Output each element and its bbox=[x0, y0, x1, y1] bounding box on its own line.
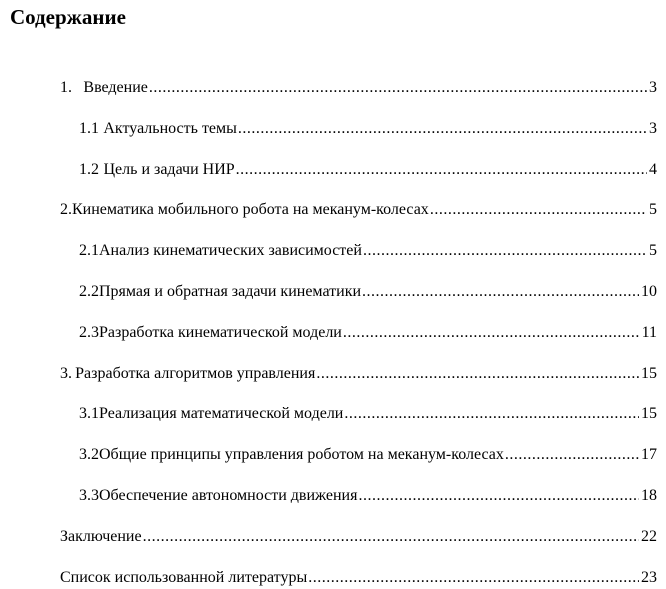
toc-entry-page: 3 bbox=[649, 119, 657, 137]
toc-dot-leader bbox=[430, 200, 647, 220]
toc-entry-title: Актуальность темы bbox=[103, 119, 237, 137]
toc-entry-title: Анализ кинематических зависимостей bbox=[99, 242, 362, 260]
toc-entry-number: 1.1 bbox=[79, 119, 99, 137]
toc-dot-leader bbox=[236, 160, 647, 180]
toc-entry-number: 3.1 bbox=[79, 405, 99, 423]
toc-entry[interactable] bbox=[79, 119, 657, 139]
toc-dot-leader bbox=[505, 445, 639, 465]
toc-entry[interactable] bbox=[60, 364, 657, 384]
toc-entry[interactable] bbox=[79, 282, 657, 302]
toc-entry-title: Цель и задачи НИР bbox=[103, 160, 235, 178]
toc-dot-leader bbox=[363, 241, 647, 261]
toc-entry-title: Введение bbox=[83, 79, 148, 96]
toc-entry-page: 11 bbox=[641, 323, 657, 341]
toc-dot-leader bbox=[316, 364, 639, 384]
toc-entry-page: 15 bbox=[641, 364, 657, 382]
toc-entry[interactable] bbox=[79, 323, 657, 343]
toc-entry-title: Общие принципы управления роботом на меканум-колесах bbox=[99, 446, 504, 464]
toc-entry-number: 2.2 bbox=[79, 283, 99, 300]
toc-entry-page: 4 bbox=[649, 160, 657, 178]
toc-entry-title: Список использованной литературы bbox=[60, 568, 308, 586]
toc-entry-title: Обеспечение автономности движения bbox=[99, 487, 358, 504]
toc-dot-leader bbox=[308, 568, 639, 588]
toc-dot-leader bbox=[149, 78, 647, 98]
toc-entry[interactable] bbox=[60, 527, 657, 547]
toc-dot-leader bbox=[344, 404, 639, 424]
toc-entry-number: 2. bbox=[60, 201, 72, 219]
toc-entry-page: 15 bbox=[641, 405, 657, 423]
toc-entry-page: 5 bbox=[649, 201, 657, 219]
toc-entry[interactable] bbox=[79, 241, 657, 261]
toc-entry-page: 3 bbox=[649, 79, 657, 96]
toc-entry-title: Заключение bbox=[60, 527, 142, 545]
toc-entry[interactable] bbox=[79, 445, 657, 465]
toc-entry-title: Кинематика мобильного робота на меканум-колесах bbox=[72, 201, 429, 219]
toc-entry[interactable] bbox=[79, 160, 657, 180]
toc-entry[interactable] bbox=[60, 568, 657, 588]
toc-entry-number: 3. bbox=[60, 364, 72, 382]
toc-entry-title: Прямая и обратная задачи кинематики bbox=[99, 283, 362, 300]
toc-entry-number: 3.2 bbox=[79, 446, 99, 464]
toc-entry-title: Разработка кинематической модели bbox=[99, 323, 342, 341]
toc-entry-page: 18 bbox=[641, 487, 657, 504]
toc-dot-leader bbox=[238, 119, 647, 139]
toc-entry-title: Разработка алгоритмов управления bbox=[75, 364, 316, 382]
toc-dot-leader bbox=[362, 282, 639, 302]
toc-entry-number: 3.3 bbox=[79, 487, 99, 504]
toc-entry-page: 5 bbox=[649, 242, 657, 260]
page-title: Содержание bbox=[10, 5, 126, 29]
toc-entry[interactable] bbox=[79, 486, 657, 506]
toc-entry-number: 2.1 bbox=[79, 242, 99, 260]
toc-entry-page: 22 bbox=[641, 527, 657, 545]
toc-entry-number: 1.2 bbox=[79, 160, 99, 178]
toc-entry-page: 10 bbox=[641, 283, 657, 300]
toc-entry-number: 1. bbox=[60, 79, 72, 96]
toc-entry-page: 23 bbox=[641, 568, 657, 586]
toc-entry[interactable] bbox=[79, 404, 657, 424]
toc-dot-leader bbox=[358, 486, 639, 506]
toc-dot-leader bbox=[143, 527, 639, 547]
toc-entry-title: Реализация математической модели bbox=[99, 405, 344, 423]
toc-dot-leader bbox=[343, 323, 640, 343]
toc-entry[interactable] bbox=[60, 78, 657, 98]
toc-entry-page: 17 bbox=[641, 446, 657, 464]
toc-entry-number: 2.3 bbox=[79, 323, 99, 341]
toc-entry[interactable] bbox=[60, 200, 657, 220]
